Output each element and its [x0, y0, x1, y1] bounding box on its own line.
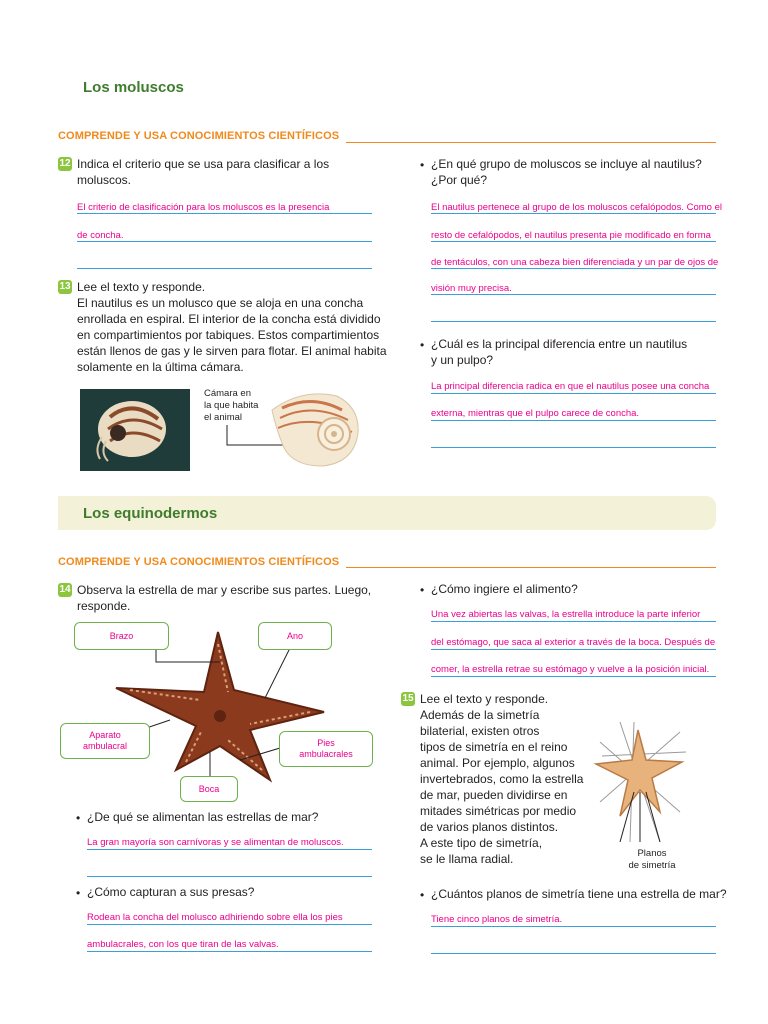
answer-r1-line-1: El nautilus pertenece al grupo de los moluscos cefalópodos. Como el: [431, 202, 722, 213]
question-number-14: 14: [59, 584, 71, 595]
label-brazo: Brazo: [74, 622, 169, 650]
answer-line: [431, 420, 716, 421]
answer-line: [431, 268, 716, 269]
answer-line: [431, 213, 716, 214]
answer-line: [431, 447, 716, 448]
question-14-text: Observa la estrella de mar y escribe sus partes. Luego, responde.: [77, 583, 372, 613]
answer-line: [431, 241, 716, 242]
answer-12-line-1: El criterio de clasificación para los moluscos es la presencia: [77, 202, 330, 213]
question-12-text: Indica el criterio que se usa para clasificar a los moluscos.: [77, 157, 330, 187]
answer-12-line-2: de concha.: [77, 230, 124, 241]
bullet: •: [76, 886, 81, 900]
symmetry-planes-label: Planos de simetría: [628, 848, 676, 871]
section-heading-2: COMPRENDE Y USA CONOCIMIENTOS CIENTÍFICOS: [58, 556, 340, 568]
answer-line: [431, 621, 716, 622]
answer-r1-line-4: visión muy precisa.: [431, 283, 512, 294]
answer-line: [87, 951, 372, 952]
heading-rule-1: [346, 142, 716, 143]
answer-line: [77, 241, 372, 242]
answer-r2-line-2: externa, mientras que el pulpo carece de concha.: [431, 408, 640, 419]
answer-line: [431, 953, 716, 954]
section-title-moluscos: Los moluscos: [83, 79, 184, 96]
answer-line: [431, 649, 716, 650]
question-number-13: 13: [59, 281, 71, 292]
heading-rule-2: [346, 567, 716, 568]
bullet: •: [420, 583, 425, 597]
bullet: •: [76, 811, 81, 825]
answer-r1-line-2: resto de cefalópodos, el nautilus presenta pie modificado en forma: [431, 230, 711, 241]
answer-r3-line-3: comer, la estrella retrae su estómago y vuelve a la posición inicial.: [431, 664, 710, 675]
answer-q15-line-1: Tiene cinco planos de simetría.: [431, 914, 563, 925]
question-number-15: 15: [402, 693, 414, 704]
answer-r3-line-2: del estómago, que saca al exterior a través de la boca. Después de: [431, 637, 716, 648]
label-boca: Boca: [180, 776, 238, 802]
answer-line: [87, 876, 372, 877]
question-nautilus-group: ¿En qué grupo de moluscos se incluye al nautilus? ¿Por qué?: [431, 157, 702, 187]
answer-line: [431, 926, 716, 927]
question-symmetry-planes: ¿Cuántos planos de simetría tiene una estrella de mar?: [431, 887, 727, 901]
chamber-label: Cámara en la que habita el animal: [204, 388, 259, 423]
answer-b2-line-2: ambulacrales, con los que tiran de las valvas.: [87, 939, 279, 950]
answer-line: [431, 676, 716, 677]
question-ingest-food: ¿Cómo ingiere el alimento?: [431, 582, 578, 596]
nautilus-illustration: [80, 389, 190, 471]
answer-line: [87, 849, 372, 850]
label-ano: Ano: [258, 622, 332, 650]
label-pies-ambulacrales: Pies ambulacrales: [279, 731, 373, 767]
question-nautilus-vs-octopus: ¿Cuál es la principal diferencia entre un nautilus y un pulpo?: [431, 337, 688, 367]
bullet: •: [420, 888, 425, 902]
answer-line: [77, 213, 372, 214]
answer-line: [77, 268, 372, 269]
answer-line: [87, 924, 372, 925]
bullet: •: [420, 158, 425, 172]
nautilus-photo: [80, 389, 190, 471]
answer-b1-line-1: La gran mayoría son carnívoras y se alimentan de moluscos.: [87, 837, 344, 848]
answer-line: [431, 294, 716, 295]
answer-r2-line-1: La principal diferencia radica en que el nautilus posee una concha: [431, 381, 710, 392]
question-starfish-food: ¿De qué se alimentan las estrellas de mar?: [87, 810, 319, 824]
answer-line: [431, 393, 716, 394]
answer-r3-line-1: Una vez abiertas las valvas, la estrella introduce la parte inferior: [431, 609, 701, 620]
section-title-equinodermos: Los equinodermos: [83, 505, 218, 522]
section-heading-1: COMPRENDE Y USA CONOCIMIENTOS CIENTÍFICOS: [58, 130, 340, 142]
question-15-text: Lee el texto y responde. Además de la simetría bilaterial, existen otros tipos de simetría en el reino animal. Por ejemplo, algunos invertebrados, como la estrella de mar, pueden dividirse en mitades simétricas por medio de varios planos distintos. A este tipo de simetría, se le llama radial.: [420, 692, 584, 866]
label-connectors: [60, 640, 380, 790]
answer-line: [431, 321, 716, 322]
label-aparato-ambulacral: Aparato ambulacral: [60, 723, 150, 759]
nautilus-shell-illustration: [262, 388, 362, 468]
answer-r1-line-3: de tentáculos, con una cabeza bien diferenciada y un par de ojos de: [431, 257, 719, 268]
bullet: •: [420, 338, 425, 352]
question-13-text: Lee el texto y responde. El nautilus es un molusco que se aloja en una concha enrollada en espiral. El interior de la concha está dividido en compartimientos por tabiques. Estos compartimientos están llenos de gas y le sirven para flotar. El animal habita solamente en la última cámara.: [77, 280, 387, 374]
symmetry-starfish-illustration: [590, 712, 690, 847]
question-capture-prey: ¿Cómo capturan a sus presas?: [87, 885, 255, 899]
answer-b2-line-1: Rodean la concha del molusco adhiriendo sobre ella los pies: [87, 912, 343, 923]
question-number-12: 12: [59, 158, 71, 169]
